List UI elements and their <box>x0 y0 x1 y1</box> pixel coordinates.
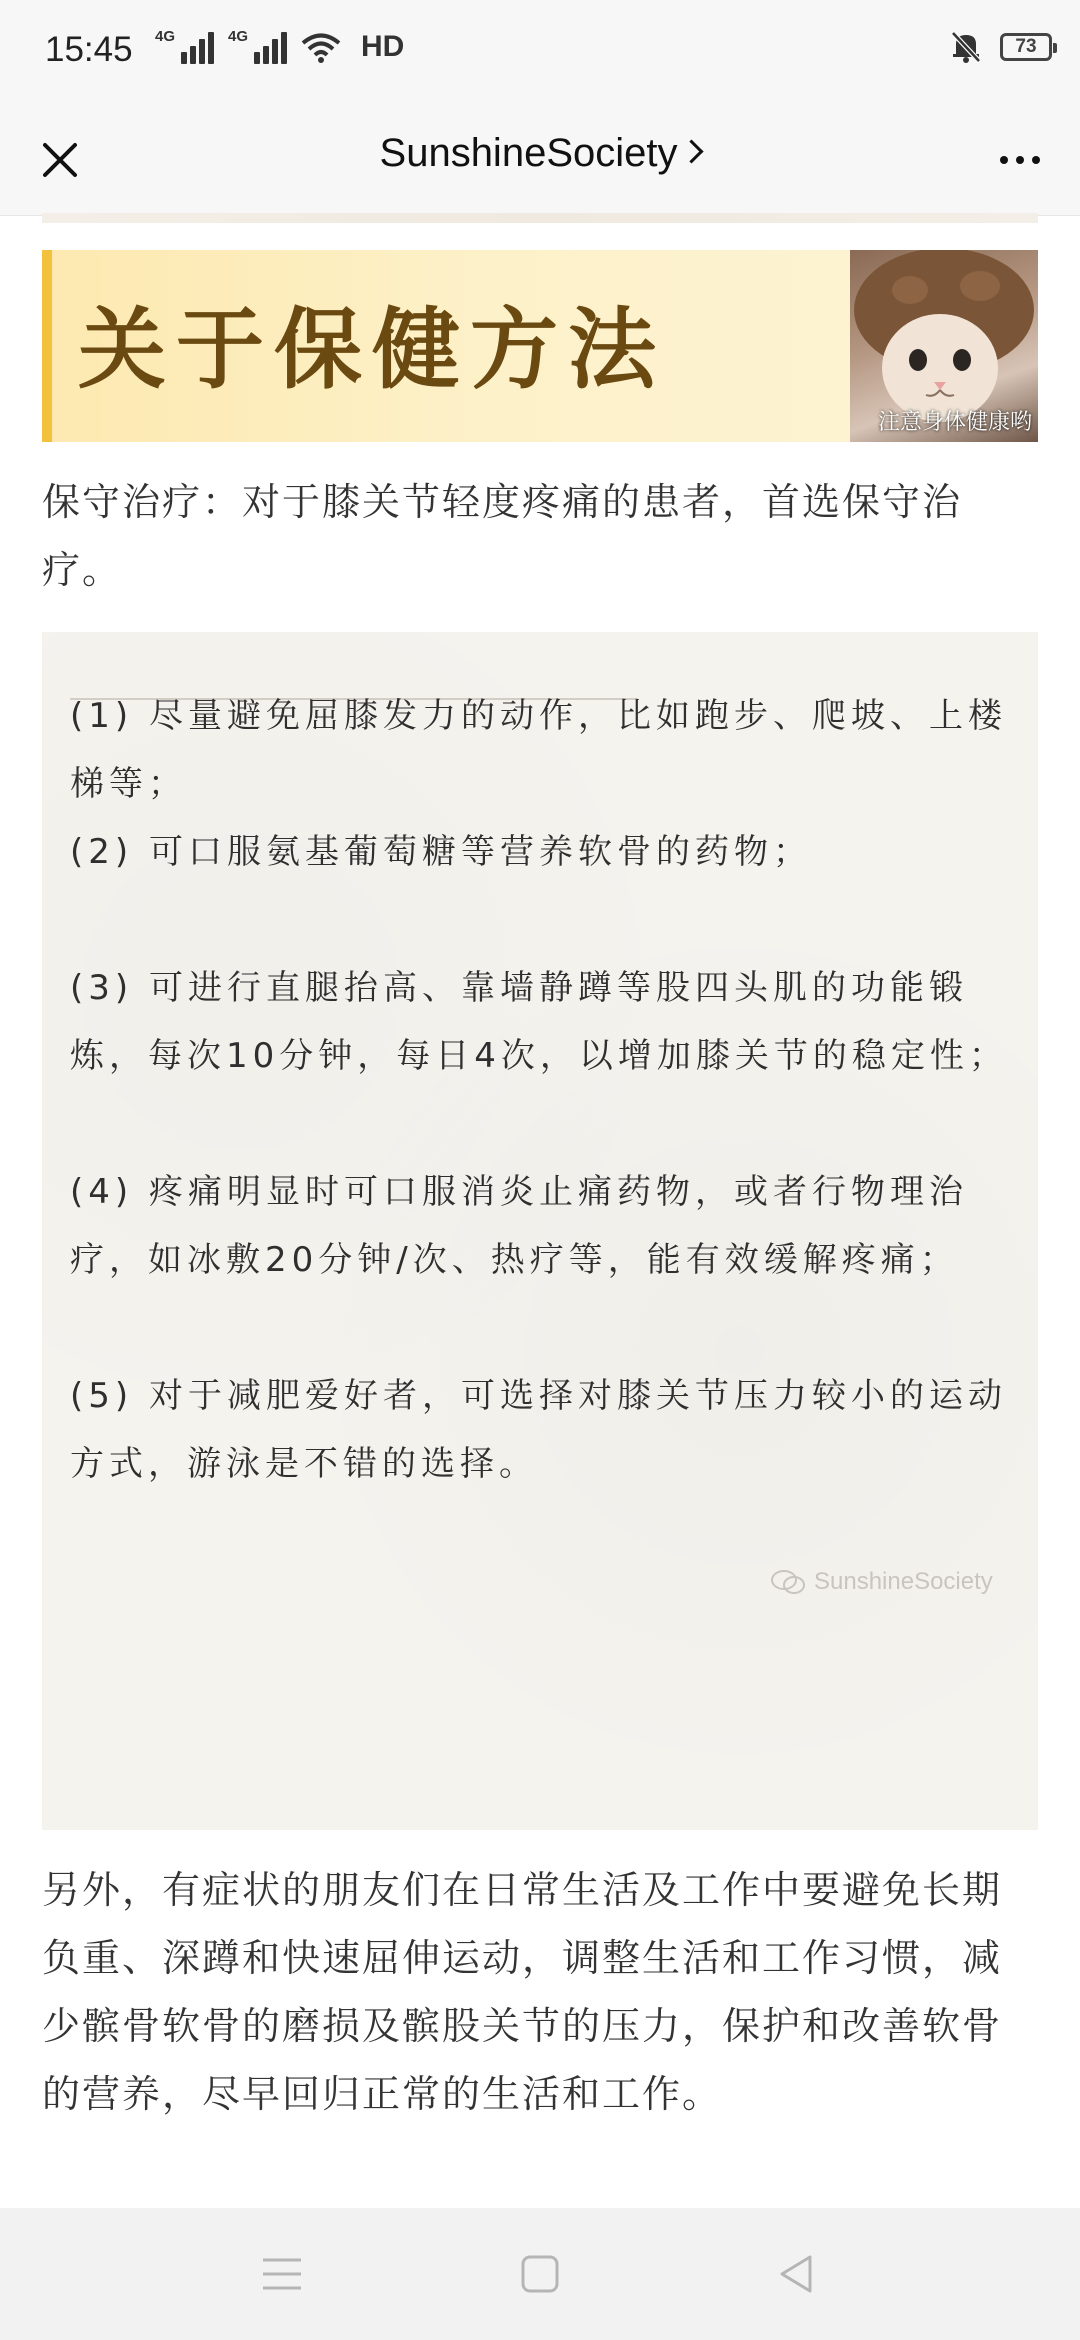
banner-cat-image[interactable] <box>850 250 1038 442</box>
battery-indicator: 73 <box>1000 33 1052 61</box>
tips-card <box>42 632 1038 1830</box>
network-type-1: 4G <box>155 28 176 45</box>
status-right-icons <box>950 30 1052 64</box>
watermark <box>770 1568 993 1596</box>
status-time: 15:45 <box>45 30 133 69</box>
tip-item-2: (2) 可口服氨基葡萄糖等营养软骨的药物； <box>70 832 812 872</box>
closing-paragraph: 另外，有症状的朋友们在日常生活及工作中要避免长期负重、深蹲和快速屈伸运动，调整生活和工作习惯，减少髌骨软骨的磨损及髌股关节的压力，保护和改善软骨的营养，尽早回归正常的生活和工作。 <box>42 1868 1003 2116</box>
watermark-text: SunshineSociety <box>814 1568 993 1595</box>
tip-item-1: (1) 尽量避免屈膝发力的动作，比如跑步、爬坡、上楼梯等； <box>70 696 1007 804</box>
bell-off-icon <box>950 30 982 64</box>
tip-item-5: (5) 对于减肥爱好者，可选择对膝关节压力较小的运动方式，游泳是不错的选择。 <box>70 1376 1007 1484</box>
back-icon[interactable] <box>736 2208 856 2340</box>
nav-title[interactable] <box>0 131 1080 176</box>
wifi-icon <box>301 32 341 64</box>
banner-accent-bar <box>42 250 52 442</box>
chevron-right-icon <box>680 139 704 163</box>
signal-icon <box>228 30 287 64</box>
banner-image-caption: 注意身体健康哟 <box>877 410 1032 435</box>
network-type-2: 4G <box>228 28 249 45</box>
banner-title: 关于保健方法 <box>78 298 667 401</box>
hd-indicator: HD <box>361 30 405 63</box>
more-icon[interactable] <box>990 140 1050 180</box>
system-nav-bar <box>0 2208 1080 2340</box>
decorative-strip <box>42 213 1038 223</box>
status-left-icons <box>155 30 404 64</box>
tip-item-3: (3) 可进行直腿抬高、靠墙静蹲等股四头肌的功能锻炼，每次10分钟，每日4次，以增加膝关节的稳定性； <box>70 968 1008 1076</box>
nav-title-text: SunshineSociety <box>379 131 678 175</box>
signal-icon <box>155 30 214 64</box>
menu-icon[interactable] <box>222 2208 342 2340</box>
tip-item-4: (4) 疼痛明显时可口服消炎止痛药物，或者行物理治疗，如冰敷20分钟/次、热疗等，能有效缓解疼痛； <box>70 1172 968 1280</box>
intro-paragraph: 保守治疗：对于膝关节轻度疼痛的患者，首选保守治疗。 <box>42 480 963 592</box>
wechat-icon <box>770 1569 806 1595</box>
section-banner <box>42 250 1038 442</box>
nav-bar <box>0 105 1080 216</box>
home-icon[interactable] <box>480 2208 600 2340</box>
status-bar <box>0 0 1080 105</box>
